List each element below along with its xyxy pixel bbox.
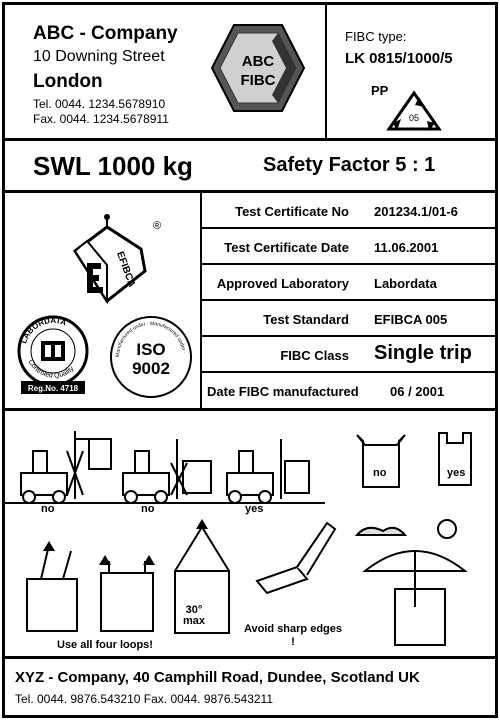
- logo-line1: ABC: [241, 53, 275, 70]
- recycle-material: PP: [371, 83, 389, 98]
- cert-value: Single trip: [374, 342, 472, 364]
- cert-key: Test Standard: [263, 312, 349, 327]
- edges-caption: Avoid sharp edges !: [243, 623, 342, 648]
- handling-section: [5, 411, 495, 659]
- cert-key: Test Certificate Date: [224, 240, 349, 255]
- cert-row: [202, 265, 497, 301]
- cert-key: Date FIBC manufactured: [207, 384, 359, 399]
- labordata-seal-icon: [15, 313, 95, 397]
- recycle-icon: [383, 89, 445, 133]
- fibc-type-value: LK 0815/1000/5: [345, 50, 453, 67]
- efibca-bag-icon: [67, 211, 167, 305]
- header-divider: [325, 5, 327, 138]
- labordata-reg: Reg.No. 4718: [27, 384, 79, 393]
- labordata-top: LABORDATA: [19, 315, 68, 345]
- efibca-text: EFIBCA: [114, 250, 138, 289]
- cert-row: [202, 337, 497, 373]
- cert-value: 201234.1/01-6: [374, 204, 458, 219]
- iso-line2: 9002: [132, 359, 170, 378]
- iso-ring-text: Manufactured under · Manufactured under ·: [114, 320, 187, 358]
- safety-factor: Safety Factor 5 : 1: [263, 154, 436, 176]
- header-section: [5, 5, 495, 141]
- angle-caption: 30° max: [182, 604, 206, 627]
- efibca-reg: ®: [153, 220, 162, 232]
- cert-key: Test Certificate No: [235, 204, 349, 219]
- manufacturer-street: 10 Downing Street: [33, 48, 165, 65]
- certificate-section: [5, 193, 495, 411]
- cert-row: [202, 373, 497, 409]
- cert-value: 06 / 2001: [390, 384, 445, 399]
- cert-value: EFIBCA 005: [374, 312, 448, 327]
- swl-value: SWL 1000 kg: [33, 151, 193, 181]
- bag-caption-2: yes: [447, 467, 466, 479]
- cert-value: Labordata: [374, 276, 437, 291]
- manufacturer-fax: Fax. 0044. 1234.5678911: [33, 112, 169, 126]
- cert-value: 11.06.2001: [374, 240, 439, 255]
- loops-caption: Use all four loops!: [57, 639, 153, 651]
- cert-key: Approved Laboratory: [216, 276, 349, 291]
- fibc-type-label: FIBC type:: [345, 29, 407, 44]
- fibc-label: [2, 2, 498, 718]
- forklift-caption-3: yes: [245, 503, 264, 515]
- cert-row: [202, 301, 497, 337]
- iso-seal-icon: [107, 313, 195, 401]
- forklift-caption-1: no: [41, 503, 55, 515]
- cert-row: [202, 229, 497, 265]
- cert-row: [202, 193, 497, 229]
- recycle-code: 05: [408, 113, 420, 123]
- company-logo-icon: [210, 23, 306, 113]
- manufacturer-city: London: [33, 71, 103, 92]
- iso-line1: ISO: [136, 340, 166, 359]
- certificate-table: [200, 193, 495, 408]
- forklift-caption-2: no: [141, 503, 155, 515]
- load-section: [5, 141, 495, 193]
- footer-company: XYZ - Company, 40 Camphill Road, Dundee, Scotland UK: [15, 669, 420, 686]
- labordata-bottom: Controled Quality: [26, 358, 76, 380]
- logo-line2: FIBC: [240, 72, 276, 89]
- footer-contact: Tel. 0044. 9876.543210 Fax. 0044. 9876.543211: [15, 692, 273, 706]
- bag-caption-1: no: [373, 467, 387, 479]
- manufacturer-name: ABC - Company: [33, 23, 178, 44]
- cert-key: FIBC Class: [280, 348, 349, 363]
- footer-section: [5, 659, 495, 715]
- handling-pictograms-icon: [5, 411, 495, 659]
- manufacturer-tel: Tel. 0044. 1234.5678910: [33, 97, 166, 111]
